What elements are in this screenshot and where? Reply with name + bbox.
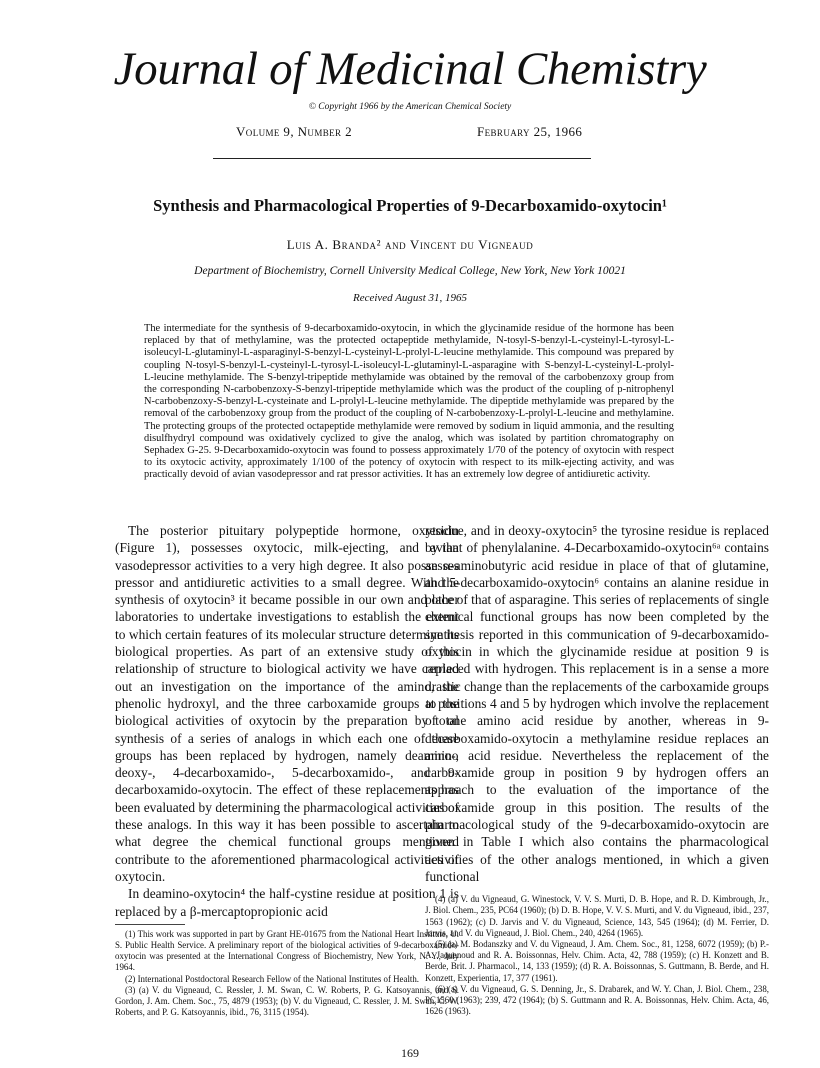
issue-date: February 25, 1966 [477,124,583,139]
right-column [425,522,769,1017]
footnote: (6) (a) V. du Vigneaud, G. S. Denning, Jr., S. Drabarek, and W. Y. Chan, J. Biol. Chem., 238, PC1560 (1963); 239, 472 (1964); (b) S. Guttmann and R. A. Boissonnas, Helv. Chim. Acta, 46, 1626 (1963). [425,983,769,1017]
body-paragraph: The posterior pituitary polypeptide hormone, oxytocin (Figure 1), possesses oxytocic, milk-ejecting, and avian vasodepressor activities to a very high degree. It also possesses pressor and antidiuretic activities to a small degree. With the synthesis of oxytocin³ it became possible in our own and other laboratories to undertake investigations to establish the extent to which certain features of its molecular structure determine its biological properties. As part of an extensive study of this relationship of structure to biological activity we have carried out an investigation on the importance of the amino, the phenolic hydroxyl, and the three carboxamide groups to the biological activities of oxytocin by the preparation by total synthesis of a series of analogs in which each one of these groups has been replaced by hydrogen, namely deamino-, deoxy-, 4-decarboxamido-, 5-decarboxamido-, and 9-decarboxamido-oxytocin. The effect of these replacements has been evaluated by determining the pharmacological activities of these analogs. In this way it has been possible to ascertain to what degree the chemical functional groups mentioned contribute to the aforementioned pharmacological activities of oxytocin. [115,523,459,884]
page-number: 169 [401,1046,419,1060]
footnote: (3) (a) V. du Vigneaud, C. Ressler, J. M. Swan, C. W. Roberts, P. G. Katsoyannis, and S. Gordon, J. Am. Chem. Soc., 75, 4879 (1953); (b) V. du Vigneaud, C. Ressler, J. M. Swan, C. W. Roberts, and P. G. Katsoyannis, ibid., 76, 3115 (1954). [115,984,459,1018]
footnote: (2) International Postdoctoral Research Fellow of the National Institutes of Health. [125,973,420,984]
article-authors: Luis A. Branda² and Vincent du Vigneaud [286,237,534,252]
journal-title: Journal of Medicinal Chemistry [113,43,707,95]
footnote-rule [115,924,185,925]
footnote: (4) (a) V. du Vigneaud, G. Winestock, V. V. S. Murti, D. B. Hope, and R. D. Kimbrough, Jr., J. Biol. Chem., 235, PC64 (1960); (b) D. B. Hope, V. V. S. Murti, and V. du Vigneaud, ibid., 237, 1563 (1962); (c) D. Jarvis and V. du Vigneaud, Science, 143, 545 (1964); (d) M. Ferrier, D. Jarvis, and V. du Vigneaud, J. Biol. Chem., 240, 4264 (1965). [425,894,769,938]
footnotes-right [425,894,769,1017]
footnote: (5) (a) M. Bodanszky and V. du Vigneaud, J. Am. Chem. Soc., 81, 1258, 6072 (1959); (b) P.-A. Jaquenoud and R. A. Boissonnas, Helv. Chim. Acta, 42, 788 (1959); (c) H. Konzett and B. Berde, Brit. J. Pharmacol., 14, 133 (1959); (d) R. A. Boissonnas, S. Guttmann, B. Berde, and H. Konzett, Experientia, 17, 377 (1961). [425,939,769,983]
left-column [115,522,459,1018]
article-title: Synthesis and Pharmacological Properties of 9-Decarboxamido-oxytocin¹ [153,196,667,215]
copyright-notice: © Copyright 1966 by the American Chemical Society [308,102,512,112]
footnote: (1) This work was supported in part by Grant HE-01675 from the National Heart Institute, U. S. Public Health Service. A preliminary report of the biological activities of 9-decarboxamido-oxytocin was presented at the International Congress of Biochemistry, New York, N. Y., July 1964. [115,928,459,973]
body-paragraph: residue, and in deoxy-oxytocin⁵ the tyrosine residue is replaced by that of phenylalanine. 4-Decarboxamido-oxytocin⁶ᵃ contains an α-aminobutyric acid residue in place of that of glutamine, and 5-decarboxamido-oxytocin⁶ contains an alanine residue in place of that of asparagine. This series of replacements of single chemical functional groups has now been completed by the synthesis reported in this communication of 9-decarboxamido-oxytocin in which the glycinamide residue at position 9 is replaced with hydrogen. This replacement is in a sense a more drastic change than the replacements of the carboxamide groups at positions 4 and 5 by hydrogen which involve the replacement of one amino acid residue by another, whereas in 9-decarboxamido-oxytocin a methylamine residue replaces an amino acid residue. Nevertheless the replacement of the carboxamide group in position 9 by hydrogen offers an approach to the evaluation of the importance of the carboxamide group in this position. The results of the pharmacological study of the 9-decarboxamido-oxytocin are given in Table I which also contains the pharmacological activities of the other analogs mentioned, in which a given functional [425,523,769,884]
volume-number: Volume 9, Number 2 [236,124,352,139]
footnotes-left [115,929,459,1019]
header-rule [213,158,591,159]
author-affiliation: Department of Biochemistry, Cornell University Medical College, New York, New York 10021 [194,265,626,277]
abstract: The intermediate for the synthesis of 9-decarboxamido-oxytocin, in which the glycinamide residue of the hormone has been replaced by that of methylamine, was the protected octapeptide methylamide, N-tosyl-S-benzyl-L-cysteinyl-L-tyrosyl-L-isoleucyl-L-glutaminyl-L-asparaginyl-S-benzyl-L-cysteinyl-L-prolyl-L-leucine methylamide. This compound was prepared by coupling N-tosyl-S-benzyl-L-cysteinyl-L-tyrosyl-L-isoleucyl-L-glutaminyl-L-asparagine with S-benzyl-L-cysteinyl-L-prolyl-L-leucine methylamide. The S-benzyl-tripeptide methylamide was obtained by the removal of the carbobenzoxy group from the corresponding N-carbobenzoxy-S-benzyl-tripeptide methylamide which was the product of the coupling of p-nitrophenyl N-carbobenzoxy-S-benzyl-L-cysteinate and L-prolyl-L-leucine methylamide. The dipeptide methylamide was prepared by the removal of the carbobenzoxy group from the product of the coupling of N-carbobenzoxy-L-prolyl-L-leucine and methylamine. The protecting groups of the protected octapeptide methylamide were removed by sodium in liquid ammonia, and the resulting disulfhydryl compound was oxidatively cyclized to give the analog, which was isolated by partition chromatography on Sephadex G-25. 9-Decarboxamido-oxytocin was found to possess approximately 1/70 of the potency of oxytocin with respect to its oxytocic activity, approximately 1/100 of the potency of oxytocin with respect to its milk-ejecting activity, and was practically devoid of avian vasodepressor and rat pressor activities. It has an extremely low degree of antidiuretic activity. [144,323,674,481]
received-date: Received August 31, 1965 [352,292,468,304]
body-paragraph: In deamino-oxytocin⁴ the half-cystine residue at position 1 is replaced by a β-mercaptopropionic acid [115,886,459,919]
